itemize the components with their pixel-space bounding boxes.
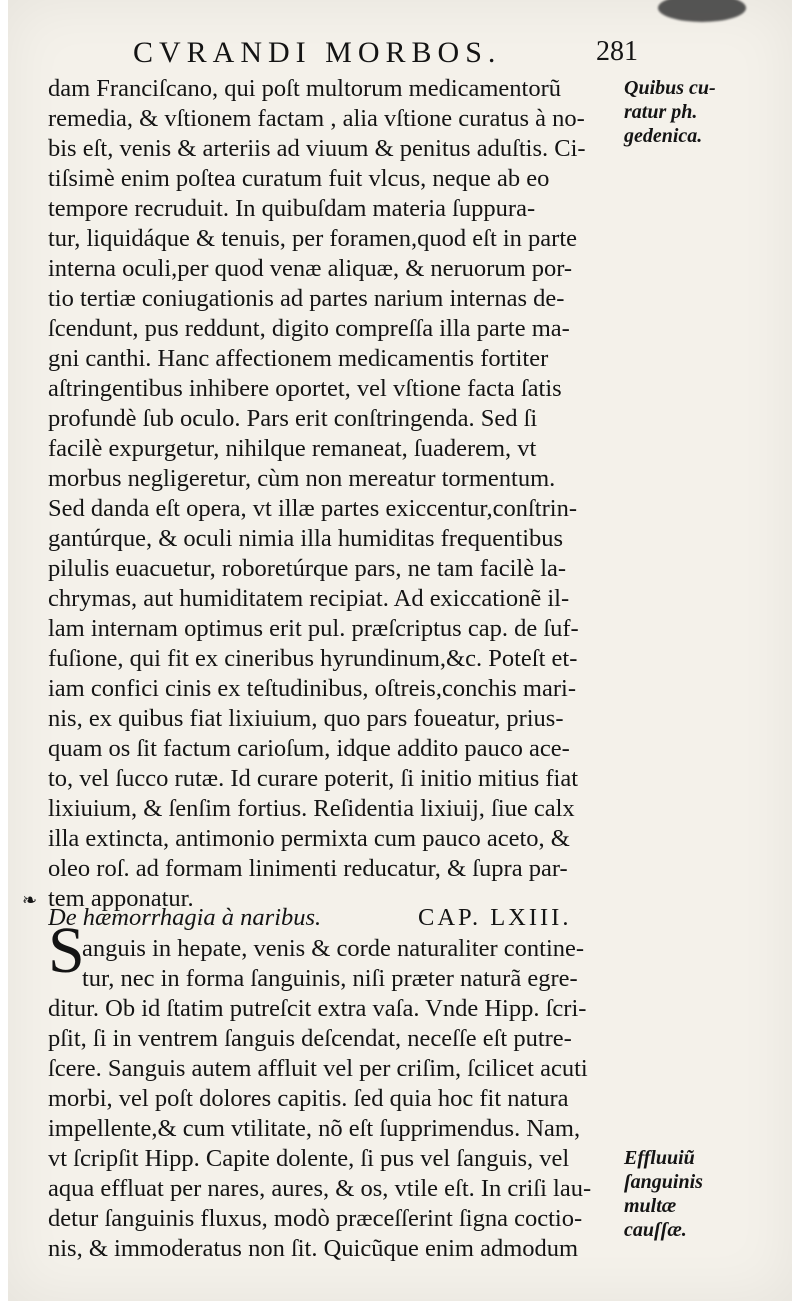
text-line: oleo roſ. ad formam linimenti reducatur, & ſupra par- [48, 855, 568, 882]
text-line: profundè ſub oculo. Pars erit conſtringenda. Sed ſi [48, 405, 538, 432]
text-line: tiſsimè enim poſtea curatum fuit vlcus, neque ab eo [48, 165, 550, 192]
text-line: interna oculi,per quod venæ aliquæ, & neruorum por- [48, 255, 573, 282]
text-line: tur, liquidáque & tenuis, per foramen,quod eſt in parte [48, 225, 578, 252]
text-line: tio tertiæ coniugationis ad partes narium internas de- [48, 285, 565, 312]
text-line: gni canthi. Hanc affectionem medicamentis fortiter [48, 345, 549, 372]
text-line: tem apponatur. [48, 885, 194, 912]
text-line: ſcere. Sanguis autem affluit vel per criſim, ſcilicet acuti [48, 1055, 588, 1082]
text-line: anguis in hepate, venis & corde naturaliter contine- [82, 935, 585, 962]
text-line: aſtringentibus inhibere oportet, vel vſtione facta ſatis [48, 375, 562, 402]
text-line: pſit, ſi in ventrem ſanguis deſcendat, neceſſe eſt putre- [48, 1025, 572, 1052]
chapter-number: CAP. LXIII. [418, 904, 572, 931]
text-line: remedia, & vſtionem factam , alia vſtione curatus à no- [48, 105, 585, 132]
margin-note-1 [624, 76, 792, 148]
book-page [8, 0, 792, 1301]
text-line: Sed danda eſt opera, vt illæ partes exiccentur,conſtrin- [48, 495, 577, 522]
margin-note-line: ſanguinis [624, 1171, 703, 1193]
text-line: gantúrque, & oculi nimia illa humiditas frequentibus [48, 525, 564, 552]
margin-note-line: Effluuiũ [624, 1147, 695, 1169]
text-line: impellente,& cum vtilitate, nõ eſt ſupprimendus. Nam, [48, 1115, 581, 1142]
margin-note-line: Quibus cu- [624, 77, 716, 99]
running-header: CVRANDI MORBOS. [133, 36, 502, 69]
text-line: facilè expurgetur, nihilque remaneat, ſuaderem, vt [48, 435, 537, 462]
text-line: ditur. Ob id ſtatim putreſcit extra vaſa. Vnde Hipp. ſcri- [48, 995, 587, 1022]
margin-note-line: cauſſæ. [624, 1219, 687, 1241]
text-line: detur ſanguinis fluxus, modò præceſſerint ſigna coctio- [48, 1205, 583, 1232]
text-line: to, vel ſucco rutæ. Id curare poterit, ſi initio mitius fiat [48, 765, 579, 792]
drop-cap: S [48, 914, 85, 987]
text-line: vt ſcripſit Hipp. Capite dolente, ſi pus vel ſanguis, vel [48, 1145, 570, 1172]
text-line: tempore recruduit. In quibuſdam materia ſuppura- [48, 195, 536, 222]
text-line: fuſione, qui fit ex cineribus hyrundinum,&c. Poteſt et- [48, 645, 578, 672]
text-line: pilulis euacuetur, roboretúrque pars, ne tam facilè la- [48, 555, 567, 582]
ink-blot [658, 0, 746, 22]
text-line: quam os ſit factum carioſum, idque addito pauco ace- [48, 735, 570, 762]
text-line: tur, nec in forma ſanguinis, niſi præter naturã egre- [82, 965, 578, 992]
text-line: chrymas, aut humiditatem recipiat. Ad exiccationẽ il- [48, 585, 570, 612]
text-line: bis eſt, venis & arteriis ad viuum & penitus aduſtis. Ci- [48, 135, 586, 162]
text-line: illa extincta, antimonio permixta cum pauco aceto, & [48, 825, 570, 852]
text-line: ſcendunt, pus reddunt, digito compreſſa illa parte ma- [48, 315, 570, 342]
margin-note-line: ratur ph. [624, 101, 698, 123]
chapter-heading [48, 903, 648, 933]
page-number: 281 [596, 36, 638, 67]
margin-note-line: gedenica. [624, 125, 703, 147]
ornament-mark: ❧ [22, 890, 38, 911]
text-line: iam confici cinis ex teſtudinibus, oſtreis,conchis mari- [48, 675, 576, 702]
text-line: nis, & immoderatus non ſit. Quicũque enim admodum [48, 1235, 579, 1262]
text-line: aqua effluat per nares, aures, & os, vtile eſt. In criſi lau- [48, 1175, 592, 1202]
text-line: nis, ex quibus fiat lixiuium, quo pars foueatur, prius- [48, 705, 564, 732]
chapter-title: De hæmorrhagia à naribus. [48, 904, 322, 931]
text-line: morbi, vel poſt dolores capitis. ſed quia hoc fit natura [48, 1085, 569, 1112]
text-line: lam internam optimus erit pul. præſcriptus cap. de ſuf- [48, 615, 579, 642]
text-line: dam Franciſcano, qui poſt multorum medicamentorũ [48, 75, 562, 102]
text-line: morbus negligeretur, cùm non mereatur tormentum. [48, 465, 556, 492]
text-line: lixiuium, & ſenſim fortius. Reſidentia lixiuij, ſiue calx [48, 795, 575, 822]
margin-note-line: multæ [624, 1195, 677, 1217]
margin-note-2 [624, 1146, 792, 1242]
